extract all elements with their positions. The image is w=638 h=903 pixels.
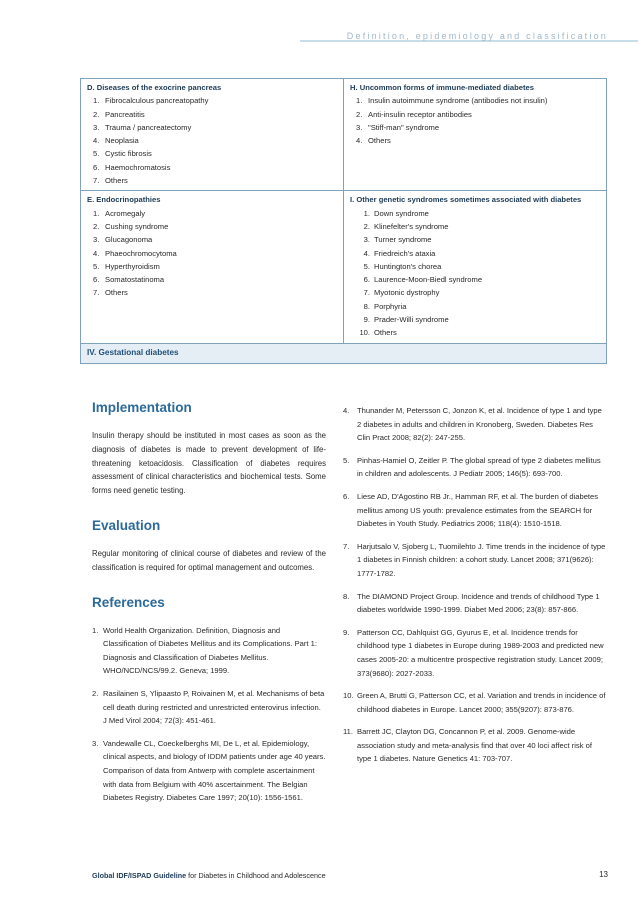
table-cell-title: D. Diseases of the exocrine pancreas (87, 83, 222, 92)
list-item (87, 233, 338, 246)
list-item-text: Glucagonoma (105, 235, 153, 245)
reference-number: 2. (92, 688, 99, 698)
list-item (350, 247, 601, 260)
reference-text: Rasilainen S, Ylipaasto P, Roivainen M, et al. Mechanisms of beta cell death during restricted and unrestricted enterovirus infection. J Med Virol 2004; 72(3): 451-461. (103, 688, 325, 726)
list-item-number: 1. (93, 96, 100, 106)
list-item-number: 8. (363, 301, 370, 311)
table-cell (81, 343, 607, 363)
reference-text: Thunander M, Petersson C, Jonzon K, et al. Incidence of type 1 and type 2 diabetes in adults and children in Kronoberg, Sweden. Diabetes Res Clin Pract 2008; 82(2): 247-255. (357, 406, 602, 443)
list-item (87, 286, 338, 299)
table-cell-list (87, 94, 338, 187)
list-item-number: 6. (363, 275, 370, 285)
table-cell (344, 79, 607, 191)
list-item-text: Klinefelter's syndrome (374, 221, 449, 231)
list-item-text: Laurence-Moon-Biedl syndrome (374, 275, 483, 285)
list-item (350, 220, 601, 233)
list-item-text: "Stiff-man" syndrome (368, 122, 440, 132)
list-item-text: Others (105, 288, 128, 298)
table-row (81, 79, 607, 191)
list-item (350, 233, 601, 246)
references-list-right (343, 404, 608, 766)
list-item (350, 260, 601, 273)
reference-number: 1. (92, 625, 99, 635)
reference-number: 8. (343, 591, 350, 601)
list-item-number: 1. (93, 208, 100, 218)
list-item (87, 134, 338, 147)
reference-number: 6. (343, 491, 350, 501)
list-item-text: Trauma / pancreatectomy (105, 122, 192, 132)
reference-number: 4. (343, 406, 350, 415)
reference-item (343, 626, 608, 680)
list-item-number: 5. (363, 261, 370, 271)
list-item-text: Cushing syndrome (105, 221, 169, 231)
reference-text: Liese AD, D'Agostino RB Jr., Hamman RF, et al. The burden of diabetes mellitus among US youth: prevalence estimates from the SEARCH for Diabetes in Youth Study. Pediatrics 2006; 118(4): 1510-1518. (357, 491, 599, 529)
list-item-text: Insulin autoimmune syndrome (antibodies not insulin) (368, 96, 548, 106)
list-item-text: Turner syndrome (374, 235, 432, 245)
list-item-number: 7. (93, 176, 100, 186)
list-item-number: 2. (93, 221, 100, 231)
list-item-number: 5. (93, 261, 100, 271)
page-footer (92, 871, 326, 880)
list-item-text: Huntington's chorea (374, 261, 442, 271)
reference-text: Vandewalle CL, Coeckelberghs MI, De L, et al. Epidemiology, clinical aspects, and biology of IDDM patients under age 40 years. Comparison of data from Antwerp with complete ascertainment with data from Belgium with 40% ascertainment. The Belgian Diabetes Registry. Diabetes Care 1997; 20(10): 1556-1561. (103, 738, 326, 803)
list-item-number: 2. (356, 109, 363, 119)
list-item (87, 273, 338, 286)
list-item-number: 5. (93, 149, 100, 159)
list-item-number: 2. (363, 221, 370, 231)
list-item-text: Cystic fibrosis (105, 149, 152, 159)
list-item-text: Somatostatinoma (105, 275, 165, 285)
right-column (343, 404, 608, 775)
list-item-text: Porphyria (374, 301, 407, 311)
list-item-number: 3. (356, 122, 363, 132)
list-item-text: Phaeochromocytoma (105, 248, 177, 258)
list-item (87, 94, 338, 107)
list-item-number: 4. (93, 136, 100, 146)
list-item-text: Neoplasia (105, 136, 139, 146)
list-item-number: 7. (363, 288, 370, 298)
list-item-text: Hyperthyroidism (105, 261, 160, 271)
list-item-text: Haemochromatosis (105, 162, 171, 172)
reference-number: 9. (343, 627, 350, 637)
reference-text: World Health Organization. Definition, Diagnosis and Classification of Diabetes Mellitus and its Complications. Part 1: Diagnosis and Classification of Diabetes Mellitus. WHO/NCD/NCS/99.2. Geneva; 1999. (103, 625, 317, 676)
left-column (92, 400, 326, 814)
list-item (350, 134, 601, 147)
list-item (87, 247, 338, 260)
list-item (87, 161, 338, 174)
reference-item (343, 689, 608, 716)
list-item-text: Others (368, 136, 391, 146)
reference-text: Green A, Brutti G, Patterson CC, et al. Variation and trends in incidence of childhood diabetes in Europe. Lancet 2000; 355(9207): 873-876. (357, 691, 606, 714)
list-item-number: 10. (359, 328, 370, 338)
gestational-diabetes-label: IV. Gestational diabetes (87, 347, 179, 357)
reference-text: Pinhas-Hamiel O, Zeitler P. The global spread of type 2 diabetes mellitus in children and adolescents. J Pediatr 2005; 146(5): 693-700. (357, 455, 601, 479)
table-row-gestational (81, 343, 607, 363)
list-item-text: Friedreich's ataxia (374, 248, 436, 258)
list-item (350, 273, 601, 286)
list-item-number: 3. (93, 235, 100, 245)
list-item-text: Pancreatitis (105, 109, 145, 119)
table-cell-title: I. Other genetic syndromes sometimes associated with diabetes (350, 195, 582, 205)
evaluation-heading: Evaluation (92, 517, 161, 533)
list-item-number: 4. (363, 248, 370, 258)
list-item-text: Anti-insulin receptor antibodies (368, 109, 472, 119)
reference-item (92, 737, 326, 805)
list-item (87, 260, 338, 273)
list-item-number: 9. (363, 315, 370, 325)
list-item-number: 3. (93, 122, 100, 132)
table-cell-title: E. Endocrinopathies (87, 195, 161, 205)
list-item (87, 174, 338, 187)
reference-text: The DIAMOND Project Group. Incidence and trends of childhood Type 1 diabetes worldwide 1990-1999. Diabet Med 2006; 23(8): 857-866. (357, 591, 600, 615)
list-item (350, 108, 601, 121)
evaluation-text: Regular monitoring of clinical course of diabetes and review of the classification is required for optimal management and outcomes. (92, 548, 326, 572)
list-item (350, 300, 601, 313)
list-item (350, 94, 601, 107)
list-item (350, 121, 601, 134)
references-list-left (92, 624, 326, 805)
list-item-text: Others (374, 328, 397, 338)
list-item-number: 1. (363, 208, 370, 218)
list-item (87, 121, 338, 134)
list-item-number: 3. (363, 235, 370, 245)
table-cell (81, 79, 344, 191)
page-number: 13 (599, 870, 608, 879)
reference-number: 5. (343, 455, 350, 465)
list-item-text: Others (105, 176, 128, 186)
reference-item (343, 725, 608, 766)
footer-guideline-subtitle: for Diabetes in Childhood and Adolescence (186, 871, 326, 880)
reference-number: 11. (343, 727, 353, 737)
list-item (350, 286, 601, 299)
list-item (350, 207, 601, 220)
reference-number: 7. (343, 541, 350, 551)
list-item-number: 4. (356, 136, 363, 146)
reference-text: Patterson CC, Dahlquist GG, Gyurus E, et al. Incidence trends for childhood type 1 diabetes in Europe during 1989-2003 and predicted new cases 2005-20: a multicentre prospective registration study. Lancet 2009; 373(9680): 2027-2033. (357, 627, 604, 678)
list-item (350, 326, 601, 339)
table-cell-title: H. Uncommon forms of immune-mediated diabetes (350, 83, 534, 92)
reference-item (343, 540, 608, 581)
reference-item (92, 687, 326, 728)
implementation-text: Insulin therapy should be instituted in most cases as soon as the diagnosis of diabetes is made to prevent development of life-threatening ketoacidosis. Classification of diabetes requires assessment of clinical characteristics and biochemical tests. Some forms need genetic testing. (92, 431, 326, 496)
classification-table (80, 78, 607, 364)
list-item-text: Prader-Willi syndrome (374, 315, 449, 325)
implementation-heading: Implementation (92, 400, 192, 415)
table-row (81, 191, 607, 343)
table-cell (344, 191, 607, 343)
list-item-text: Fibrocalculous pancreatopathy (105, 96, 209, 106)
reference-item (343, 454, 608, 481)
references-heading: References (92, 594, 165, 610)
reference-item (92, 624, 326, 678)
list-item (87, 108, 338, 121)
list-item-text: Acromegaly (105, 208, 146, 218)
list-item-text: Down syndrome (374, 208, 429, 218)
list-item (87, 220, 338, 233)
list-item (87, 147, 338, 160)
reference-number: 10. (343, 691, 354, 701)
list-item-number: 7. (93, 288, 100, 298)
table-cell-list (87, 207, 338, 300)
reference-item (343, 590, 608, 617)
reference-item (343, 490, 608, 531)
running-header: Definition, epidemiology and classification (346, 31, 608, 41)
reference-number: 3. (92, 738, 99, 748)
table-cell-list (350, 94, 601, 147)
reference-text: Barrett JC, Clayton DG, Concannon P, et al. 2009. Genome-wide association study and meta-analysis find that over 40 loci affect risk of type 1 diabetes. Nature Genetics 41: 703-707. (357, 727, 592, 764)
table-cell-list (350, 207, 601, 340)
list-item (350, 313, 601, 326)
table-cell (81, 191, 344, 343)
list-item-number: 2. (93, 109, 100, 119)
reference-text: Harjutsalo V, Sjoberg L, Tuomilehto J. Time trends in the incidence of type 1 diabetes in Finnish children: a cohort study. Lancet 2008; 371(9626): 1777-1782. (357, 541, 606, 578)
list-item-number: 1. (356, 96, 363, 106)
list-item-number: 4. (93, 248, 100, 258)
footer-guideline-title: Global IDF/ISPAD Guideline (92, 871, 187, 880)
list-item-text: Myotonic dystrophy (374, 288, 440, 298)
list-item-number: 6. (93, 162, 100, 172)
list-item (87, 207, 338, 220)
list-item-number: 6. (93, 275, 100, 285)
reference-item (343, 404, 608, 445)
